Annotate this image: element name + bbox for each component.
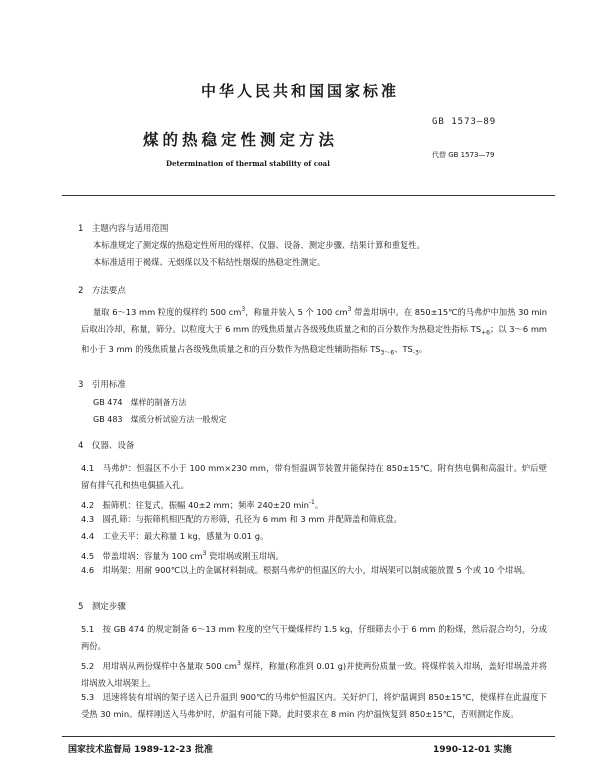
- item-4-6: 4.6 坩埚架：用耐 900℃以上的金属材料制成。根据马弗炉的恒温区的大小，坩埚架可以制成能放置 5 个或 10 个坩埚。: [81, 565, 531, 575]
- item-4-2: 4.2 振筛机：往复式，振幅 40±2 mm；频率 240±20 $\min^{-1}$。: [81, 499, 324, 510]
- reference-2: GB 483 煤质分析试验方法一般规定: [93, 415, 227, 424]
- section-1-paragraph-2: 本标准适用于褐煤、无烟煤以及不粘结性烟煤的热稳定性测定。: [93, 257, 326, 267]
- section-2-paragraph: 量取 6～13 mm 粒度的煤样约 500 $cm^3$，称量并装入 5 个 100 $cm^3$ 带盖坩埚中。在 850±15℃的马弗炉中加热 30 min 后取出冷却，称量，筛分。以粒度大于 6 mm 的残焦质量占各级残焦质量之和的百分数作为热稳定性指标 $TS_{+6}$；以 3～6 mm 和小于 3 mm 的残焦质量占各级残焦质量之和的百分数作为热稳定性辅助指标 $TS_{3\sim 6}$、$TS_{-3}$。: [81, 306, 548, 358]
- header-rule: [62, 195, 555, 196]
- step-5-1: 5.1 按 GB 474 的规定制备 6～13 mm 粒度的空气干燥煤样约 1.5 kg，仔细筛去小于 6 mm 的粉煤，然后混合均匀，分成两份。: [81, 624, 547, 651]
- footer-rule: [62, 736, 555, 737]
- section-1-paragraph-1: 本标准规定了测定煤的热稳定性所用的煤样、仪器、设备、测定步骤、结果计算和重复性。: [93, 240, 425, 250]
- section-1-heading: 1 主题内容与适用范围: [78, 224, 169, 234]
- item-4-5: 4.5 带盖坩埚：容量为 100 $cm^3$ 瓷坩埚或刚玉坩埚。: [81, 550, 284, 561]
- section-3-heading: 3 引用标准: [78, 380, 126, 390]
- item-4-4: 4.4 工业天平：最大称量 1 kg，感量为 0.01 g。: [81, 531, 269, 541]
- document-title-en: Determination of thermal stability of coal: [166, 159, 330, 168]
- item-4-1: 4.1 马弗炉：恒温区不小于 100 mm×230 mm，带有恒温调节装置并能保持在 850±15℃。附有热电偶和高温计。炉后壁留有排气孔和热电偶插入孔。: [81, 463, 547, 490]
- standard-name: 中华人民共和国国家标准: [200, 82, 399, 100]
- effective-date: 1990-12-01 实施: [433, 745, 512, 755]
- section-4-heading: 4 仪器、设备: [78, 441, 135, 451]
- replaces-note: 代替 GB 1573—79: [432, 151, 495, 159]
- standard-code: GB 1573—89: [432, 117, 497, 127]
- document-title: 煤的热稳定性测定方法: [143, 131, 339, 149]
- section-5-heading: 5 测定步骤: [78, 602, 126, 612]
- approval-date: 国家技术监督局 1989-12-23 批准: [68, 745, 213, 755]
- reference-1: GB 474 煤样的制备方法: [93, 398, 187, 407]
- section-2-heading: 2 方法要点: [78, 286, 126, 296]
- item-4-3: 4.3 圆孔筛：与振筛机相匹配的方形筛，孔径为 6 mm 和 3 mm 并配筛盖和筛底盘。: [81, 514, 402, 524]
- step-5-3: 5.3 迅速将装有坩埚的架子送入已升温到 900℃的马弗炉恒温区内。关好炉门，将炉温调到 850±15℃，使煤样在此温度下受热 30 min。煤样刚送入马弗炉时，炉温有可能下降。此时要求在 8 min 内炉温恢复到 850±15℃，否则测定作废。: [81, 692, 547, 719]
- step-5-2: 5.2 用坩埚从两份煤样中各量取 500 $cm^3$ 煤样，称量(称准到 0.01 g)并使两份质量一致。将煤样装入坩埚，盖好坩埚盖并将坩埚放入坩埚架上。: [81, 660, 548, 688]
